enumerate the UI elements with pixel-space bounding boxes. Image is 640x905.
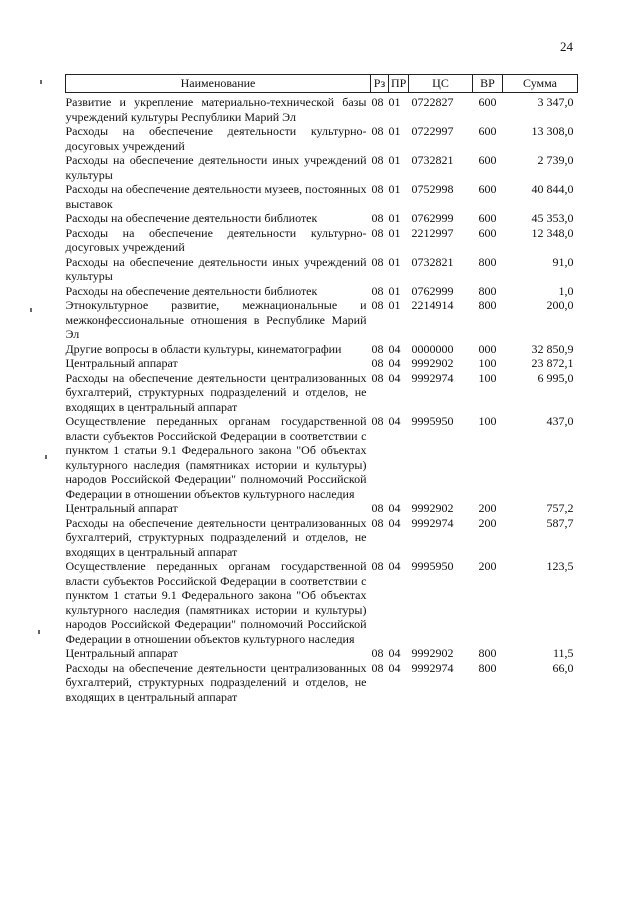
cell-rz: 08 — [371, 254, 384, 269]
scan-mark — [38, 630, 40, 634]
scan-mark — [45, 455, 47, 459]
table-row — [66, 559, 578, 646]
scan-mark — [40, 80, 42, 84]
table-row — [66, 255, 578, 284]
cell-sum: 757,2 — [546, 501, 574, 515]
cell-vr: 800 — [478, 283, 497, 298]
table-row — [66, 182, 578, 211]
table-row — [66, 356, 578, 371]
cell-rz: 08 — [371, 356, 384, 370]
table-row — [66, 298, 578, 342]
header-name: Наименование — [66, 75, 371, 93]
cell-vr: 600 — [478, 211, 497, 225]
cell-rz: 08 — [371, 225, 384, 240]
header-sum: Сумма — [503, 75, 578, 93]
cell-name: Расходы на обеспечение деятельности иных учреждений культуры — [65, 153, 367, 182]
table-row — [66, 226, 578, 255]
cell-rz: 08 — [371, 95, 384, 109]
cell-cs: 2212997 — [411, 225, 454, 240]
cell-rz: 08 — [371, 211, 384, 225]
cell-vr: 200 — [478, 501, 497, 515]
table-row — [66, 284, 578, 299]
cell-sum: 587,7 — [546, 515, 574, 530]
cell-cs: 0722827 — [411, 95, 454, 109]
cell-vr: 800 — [478, 254, 497, 269]
table-row — [66, 414, 578, 501]
cell-vr: 200 — [478, 559, 497, 573]
budget-table — [65, 74, 578, 704]
header-rz: Рз — [371, 75, 389, 93]
table-body — [66, 93, 578, 705]
cell-pr: 04 — [388, 646, 401, 660]
cell-pr: 01 — [388, 283, 401, 298]
cell-vr: 600 — [478, 225, 497, 240]
table-row — [66, 646, 578, 661]
cell-cs: 9995950 — [411, 414, 454, 428]
cell-sum: 6 995,0 — [537, 370, 574, 385]
cell-cs: 9995950 — [411, 559, 454, 573]
cell-pr: 04 — [388, 559, 401, 573]
cell-sum: 3 347,0 — [537, 95, 574, 109]
table-row — [66, 501, 578, 516]
cell-rz: 08 — [371, 182, 384, 196]
cell-cs: 9992974 — [411, 515, 454, 530]
cell-name: Расходы на обеспечение деятельности культурно-досуговых учреждений — [65, 124, 367, 153]
cell-cs: 0732821 — [411, 153, 454, 167]
cell-name: Осуществление переданных органам государственной власти субъектов Российской Федерации в соответствии с пунктом 1 статьи 9.1 Федерального закона "Об объектах культурного наследия (памятниках истории и культуры) народов Российской Федерации" полномочий Российской Федерации в отношении объектов культурного наследия — [65, 414, 367, 501]
cell-cs: 0000000 — [411, 341, 454, 356]
cell-cs: 0732821 — [411, 254, 454, 269]
table-row — [66, 211, 578, 226]
cell-sum: 23 872,1 — [531, 356, 574, 370]
cell-pr: 04 — [388, 515, 401, 530]
cell-name: Этнокультурное развитие, межнациональные и межконфессиональные отношения в Республике Марий Эл — [65, 298, 367, 341]
cell-pr: 01 — [388, 298, 401, 312]
cell-rz: 08 — [371, 646, 384, 660]
header-pr: ПР — [389, 75, 409, 93]
table-row — [66, 342, 578, 357]
cell-name: Расходы на обеспечение деятельности культурно-досуговых учреждений — [65, 225, 367, 254]
table-row — [66, 516, 578, 560]
cell-rz: 08 — [371, 559, 384, 573]
cell-vr: 100 — [478, 356, 497, 370]
cell-rz: 08 — [371, 660, 384, 675]
cell-name: Центральный аппарат — [65, 356, 178, 370]
cell-pr: 01 — [388, 153, 401, 167]
cell-cs: 0762999 — [411, 211, 454, 225]
cell-sum: 123,5 — [546, 559, 574, 573]
cell-vr: 600 — [478, 95, 497, 109]
cell-cs: 0722997 — [411, 124, 454, 138]
cell-pr: 01 — [388, 95, 401, 109]
cell-name: Другие вопросы в области культуры, кинематографии — [65, 341, 342, 356]
cell-pr: 01 — [388, 254, 401, 269]
table-row — [66, 661, 578, 705]
cell-rz: 08 — [371, 124, 384, 138]
cell-vr: 100 — [478, 414, 497, 428]
cell-rz: 08 — [371, 501, 384, 515]
cell-vr: 200 — [478, 515, 497, 530]
cell-cs: 0762999 — [411, 283, 454, 298]
cell-sum: 32 850,9 — [531, 341, 574, 356]
cell-vr: 100 — [478, 370, 497, 385]
cell-sum: 11,5 — [552, 646, 574, 660]
page-number: 24 — [560, 39, 573, 54]
cell-vr: 000 — [478, 341, 497, 356]
cell-pr: 01 — [388, 182, 401, 196]
cell-name: Развитие и укрепление материально-технической базы учреждений культуры Республики Марий Эл — [65, 95, 367, 124]
cell-name: Расходы на обеспечение деятельности централизованных бухгалтерий, структурных подразделений и отделов, не входящих в центральный аппарат — [65, 515, 367, 559]
cell-rz: 08 — [371, 341, 384, 356]
cell-sum: 45 353,0 — [531, 211, 574, 225]
cell-cs: 2214914 — [411, 298, 454, 312]
cell-sum: 40 844,0 — [531, 182, 574, 196]
cell-pr: 04 — [388, 414, 401, 428]
table-row — [66, 124, 578, 153]
cell-cs: 9992902 — [411, 646, 454, 660]
table-row — [66, 93, 578, 125]
cell-sum: 91,0 — [552, 254, 574, 269]
cell-pr: 04 — [388, 660, 401, 675]
cell-cs: 9992902 — [411, 501, 454, 515]
header-vr: ВР — [473, 75, 503, 93]
cell-pr: 01 — [388, 225, 401, 240]
cell-cs: 9992974 — [411, 370, 454, 385]
cell-name: Центральный аппарат — [65, 501, 178, 515]
table-row — [66, 371, 578, 415]
cell-vr: 800 — [478, 298, 497, 312]
cell-pr: 01 — [388, 124, 401, 138]
cell-sum: 437,0 — [546, 414, 574, 428]
cell-sum: 2 739,0 — [537, 153, 574, 167]
cell-vr: 600 — [478, 153, 497, 167]
cell-name: Расходы на обеспечение деятельности библиотек — [65, 283, 318, 298]
cell-vr: 800 — [478, 660, 497, 675]
cell-sum: 1,0 — [558, 283, 574, 298]
cell-name: Расходы на обеспечение деятельности иных учреждений культуры — [65, 254, 367, 283]
cell-rz: 08 — [371, 283, 384, 298]
cell-name: Расходы на обеспечение деятельности музеев, постоянных выставок — [65, 182, 367, 211]
cell-sum: 66,0 — [552, 660, 574, 675]
cell-vr: 600 — [478, 182, 497, 196]
cell-name: Осуществление переданных органам государственной власти субъектов Российской Федерации в соответствии с пунктом 1 статьи 9.1 Федерального закона "Об объектах культурного наследия (памятниках истории и культуры) народов Российской Федерации" полномочий Российской Федерации в отношении объектов культурного наследия — [65, 559, 367, 646]
cell-cs: 9992974 — [411, 660, 454, 675]
header-cs: ЦС — [409, 75, 473, 93]
cell-sum: 12 348,0 — [531, 225, 574, 240]
table-row — [66, 153, 578, 182]
cell-vr: 600 — [478, 124, 497, 138]
cell-cs: 0752998 — [411, 182, 454, 196]
cell-vr: 800 — [478, 646, 497, 660]
cell-rz: 08 — [371, 515, 384, 530]
cell-sum: 13 308,0 — [531, 124, 574, 138]
cell-pr: 04 — [388, 501, 401, 515]
cell-pr: 04 — [388, 356, 401, 370]
cell-rz: 08 — [371, 153, 384, 167]
cell-rz: 08 — [371, 298, 384, 312]
cell-name: Расходы на обеспечение деятельности централизованных бухгалтерий, структурных подразделений и отделов, не входящих в центральный аппарат — [65, 660, 367, 704]
table-header — [66, 75, 578, 93]
cell-sum: 200,0 — [546, 298, 574, 312]
cell-name: Расходы на обеспечение деятельности централизованных бухгалтерий, структурных подразделений и отделов, не входящих в центральный аппарат — [65, 370, 367, 414]
cell-rz: 08 — [371, 370, 384, 385]
cell-pr: 04 — [388, 370, 401, 385]
scan-mark — [30, 308, 32, 312]
budget-table-container — [65, 74, 577, 704]
cell-name: Центральный аппарат — [65, 646, 178, 660]
cell-pr: 01 — [388, 211, 401, 225]
cell-pr: 04 — [388, 341, 401, 356]
cell-name: Расходы на обеспечение деятельности библиотек — [65, 211, 318, 225]
cell-cs: 9992902 — [411, 356, 454, 370]
cell-rz: 08 — [371, 414, 384, 428]
